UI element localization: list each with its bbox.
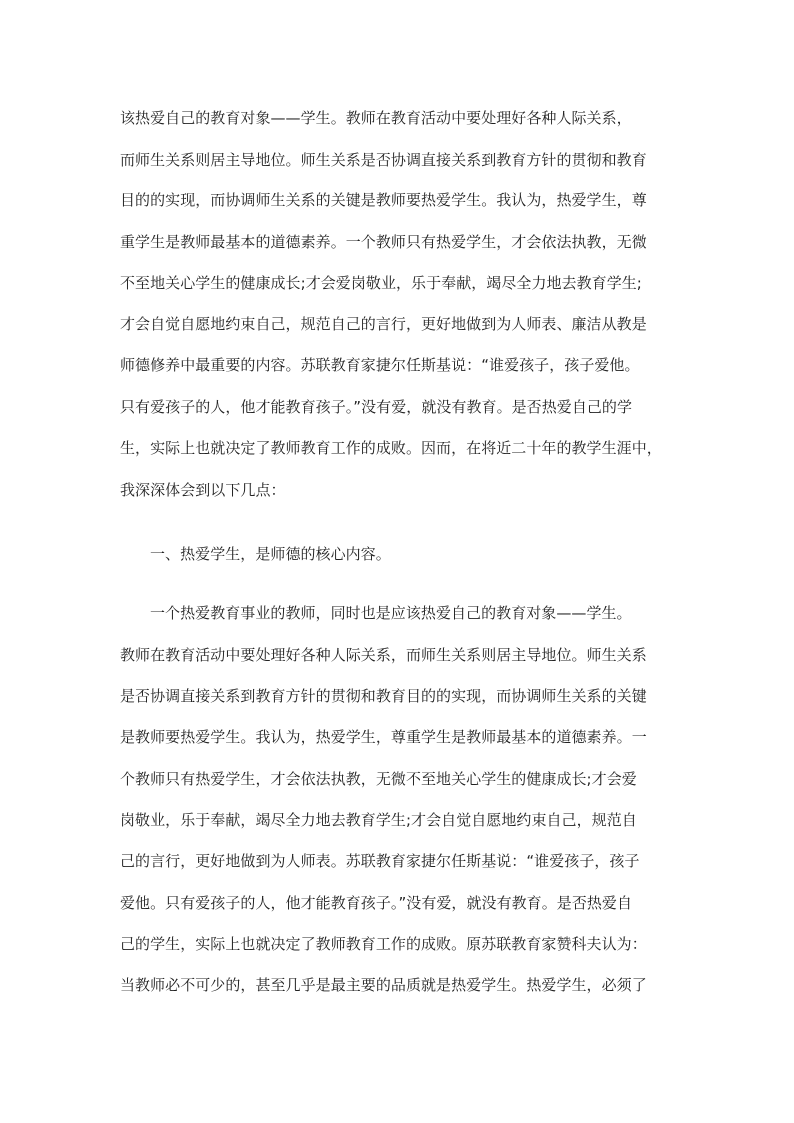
paragraph-1-line-6: 才会自觉自愿地约束自己，规范自己的言行，更好地做到为人师表、廉洁从教是 <box>120 315 647 333</box>
paragraph-2-line-9: 己的学生，实际上也就决定了教师教育工作的成败。原苏联教育家赞科夫认为： <box>120 935 647 953</box>
paragraph-2-line-5: 个教师只有热爱学生，才会依法执教，无微不至地关心学生的健康成长;才会爱 <box>120 770 637 788</box>
paragraph-1-line-5: 不至地关心学生的健康成长;才会爱岗敬业，乐于奉献，竭尽全力地去教育学生; <box>120 274 642 292</box>
paragraph-2-line-2: 教师在教育活动中要处理好各种人际关系，而师生关系则居主导地位。师生关系 <box>120 646 647 664</box>
paragraph-1-line-7: 师德修养中最重要的内容。苏联教育家捷尔任斯基说：“谁爱孩子，孩子爱他。 <box>120 356 640 374</box>
paragraph-2-line-8: 爱他。只有爱孩子的人，他才能教育孩子。”没有爱，就没有教育。是否热爱自 <box>120 894 633 912</box>
paragraph-1-line-4: 重学生是教师最基本的道德素养。一个教师只有热爱学生，才会依法执教，无微 <box>120 233 647 251</box>
paragraph-1-line-9: 生，实际上也就决定了教师教育工作的成败。因而，在将近二十年的教学生涯中， <box>120 439 662 457</box>
paragraph-1-line-1: 该热爱自己的教育对象——学生。教师在教育活动中要处理好各种人际关系， <box>120 109 632 127</box>
paragraph-2-line-6: 岗敬业，乐于奉献，竭尽全力地去教育学生;才会自觉自愿地约束自己，规范自 <box>120 811 637 829</box>
paragraph-2-line-1: 一个热爱教育事业的教师，同时也是应该热爱自己的教育对象——学生。 <box>150 604 632 622</box>
paragraph-2-line-4: 是教师要热爱学生。我认为，热爱学生，尊重学生是教师最基本的道德素养。一 <box>120 728 647 746</box>
paragraph-2-line-10: 当教师必不可少的，甚至几乎是最主要的品质就是热爱学生。热爱学生，必须了 <box>120 976 647 994</box>
section-heading-1: 一、热爱学生，是师德的核心内容。 <box>150 545 391 563</box>
paragraph-2-line-3: 是否协调直接关系到教育方针的贯彻和教育目的的实现，而协调师生关系的关键 <box>120 687 647 705</box>
paragraph-1-line-3: 目的的实现，而协调师生关系的关键是教师要热爱学生。我认为，热爱学生，尊 <box>120 191 647 209</box>
paragraph-1-line-8: 只有爱孩子的人，他才能教育孩子。”没有爱，就没有教育。是否热爱自己的学 <box>120 398 633 416</box>
paragraph-1-line-2: 而师生关系则居主导地位。师生关系是否协调直接关系到教育方针的贯彻和教育 <box>120 151 647 169</box>
paragraph-2-line-7: 己的言行，更好地做到为人师表。苏联教育家捷尔任斯基说：“谁爱孩子，孩子 <box>120 852 640 870</box>
paragraph-1-line-10: 我深深体会到以下几点： <box>120 481 286 499</box>
